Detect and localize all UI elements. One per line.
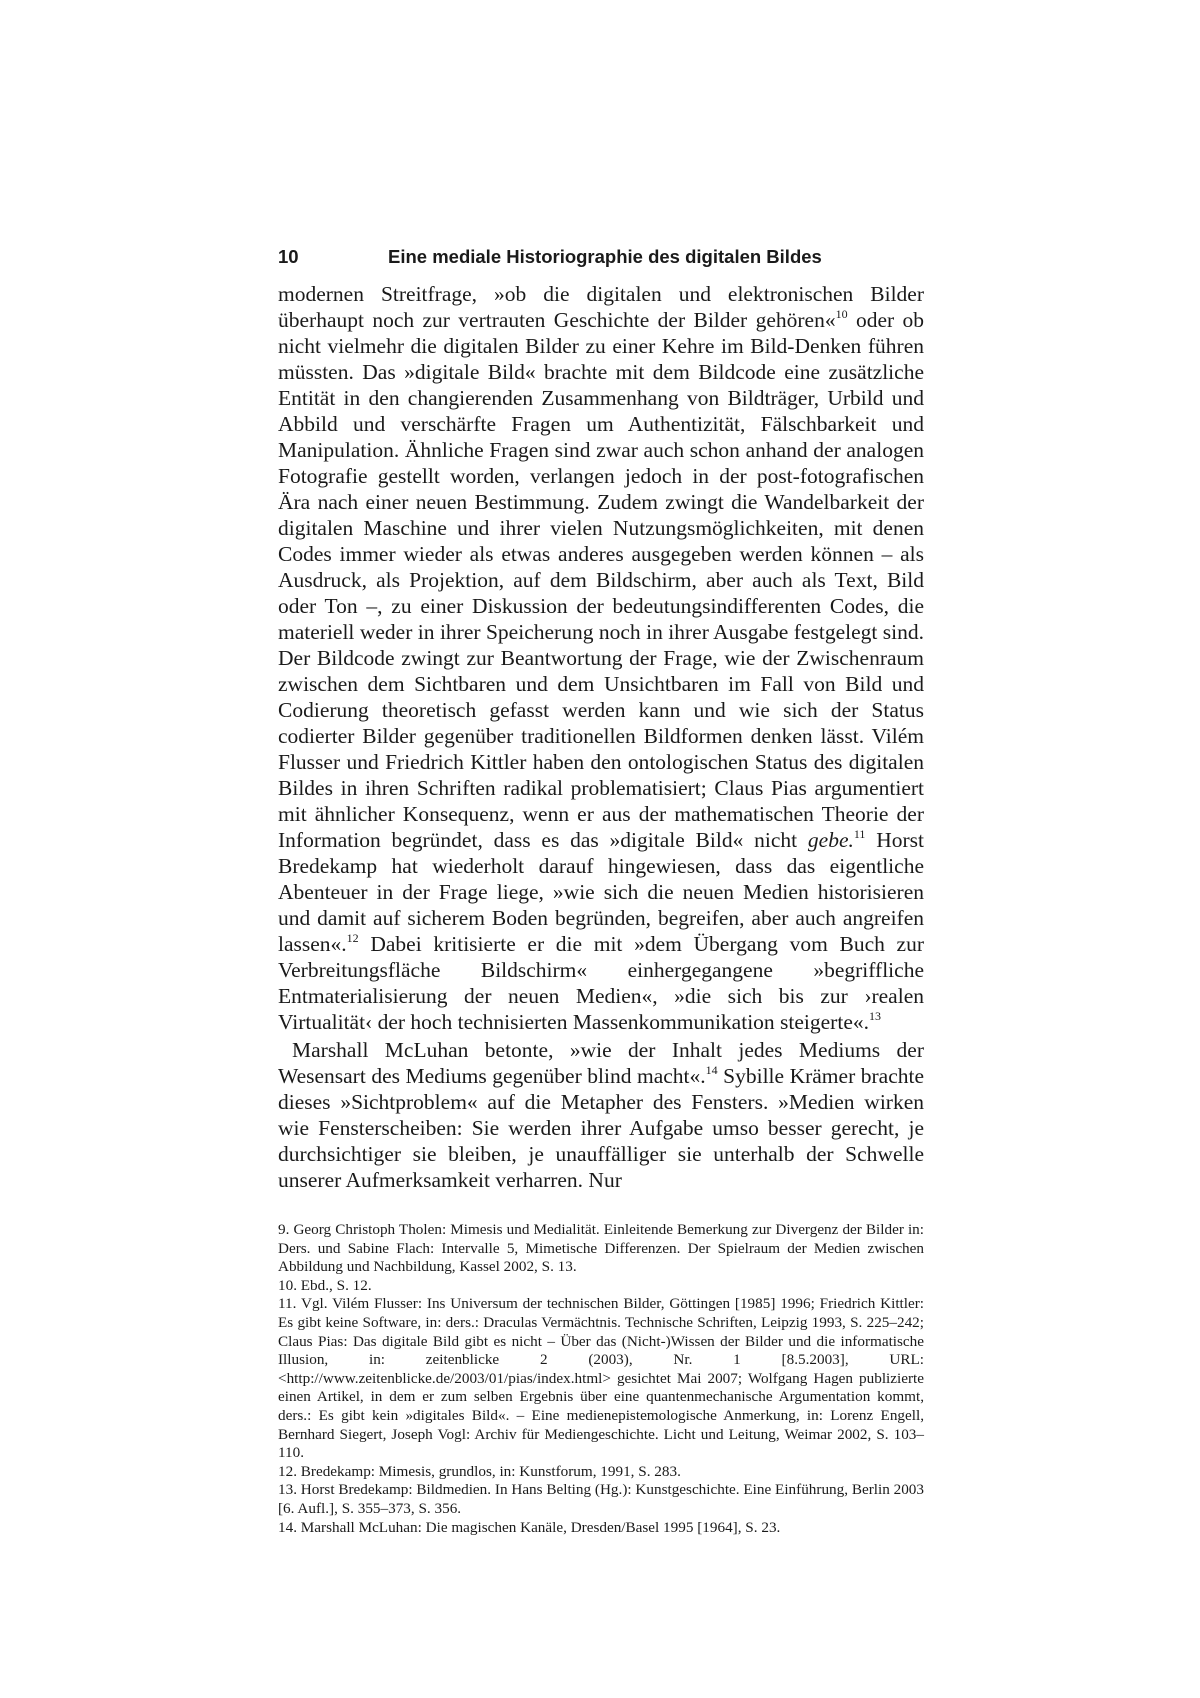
footnote-reference: 14 (705, 1063, 718, 1077)
emphasized-text: gebe. (807, 828, 854, 852)
footnote-reference: 13 (869, 1009, 881, 1023)
footnote-reference: 10 (835, 307, 848, 321)
footnote-reference: 12 (346, 931, 359, 945)
footnote: 12. Bredekamp: Mimesis, grundlos, in: Kunstforum, 1991, S. 283. (278, 1462, 681, 1480)
text-run: Marshall McLuhan betonte, »wie der Inhalt jedes Mediums der Wesensart des Mediums gegenüber blind macht«. (278, 1038, 924, 1088)
text-run: oder ob nicht vielmehr die digitalen Bilder zu einer Kehre im Bild-Denken führen müssten. Das »digitale Bild« brachte mit dem Bildcode eine zusätzliche Entität in den changierenden Zusammenhang von Bildträger, Urbild und Abbild und verschärfte Fragen um Authentizität, Fälschbarkeit und Manipulation. Ähnliche Fragen sind zwar auch schon anhand der analogen Fotografie gestellt worden, verlangen jedoch in der post-fotografischen Ära nach einer neuen Bestimmung. Zudem zwingt die Wandelbarkeit der digitalen Maschine und ihrer vielen Nutzungsmöglichkeiten, mit denen Codes immer wieder als etwas anderes ausgegeben werden können – als Ausdruck, als Projektion, auf dem Bildschirm, aber auch als Text, Bild oder Ton –, zu einer Diskussion der bedeutungsindifferenten Codes, die materiell weder in ihrer Speicherung noch in ihrer Ausgabe festgelegt sind. Der Bildcode zwingt zur Beantwortung der Frage, wie der Zwischenraum zwischen dem Sichtbaren und dem Unsichtbaren im Fall von Bild und Codierung theoretisch gefasst werden kann und wie sich der Status codierter Bilder gegenüber traditionellen Bildformen denken lässt. Vilém Flusser und Friedrich Kittler haben den ontologischen Status des digitalen Bildes in ihren Schriften radikal problematisiert; Claus Pias argumentiert mit ähnlicher Konsequenz, wenn er aus der mathematischen Theorie der Information begründet, dass es das »digitale Bild« nicht (278, 308, 924, 852)
footnote: 9. Georg Christoph Tholen: Mimesis und Medialität. Einleitende Bemerkung zur Divergenz der Bilder in: Ders. und Sabine Flach: Intervalle 5, Mimetische Differenzen. Der Spielraum der Medien zwischen Abbildung und Nachbildung, Kassel 2002, S. 13. (278, 1221, 924, 1276)
main-text (278, 281, 924, 1193)
running-head (278, 246, 924, 268)
text-run: modernen Streitfrage, »ob die digitalen und elektronischen Bilder überhaupt noch zur vertrauten Geschichte der Bilder gehören« (278, 282, 924, 332)
running-title: Eine mediale Historiographie des digitalen Bildes (388, 246, 822, 267)
footnote-reference: 11 (853, 827, 866, 841)
footnote: 13. Horst Bredekamp: Bildmedien. In Hans Belting (Hg.): Kunstgeschichte. Eine Einführung, Berlin 2003 [6. Aufl.], S. 355–373, S. 356. (278, 1481, 924, 1517)
page-number: 10 (278, 246, 299, 267)
text-run: Sybille Krämer brachte dieses »Sichtproblem« auf die Metapher des Fensters. »Medien wirken wie Fensterscheiben: Sie werden ihrer Aufgabe umso besser gerecht, je durchsichtiger sie bleiben, je unauffälliger sie unterhalb der Schwelle unserer Aufmerksamkeit verharren. Nur (278, 1064, 925, 1192)
text-run: Horst Bredekamp hat wiederholt darauf hingewiesen, dass das eigentliche Abenteuer in der Frage liege, »wie sich die neuen Medien historisieren und damit auf sicherem Boden begründen, begreifen, aber auch angreifen lassen«. (278, 828, 924, 956)
text-run: Dabei kritisierte er die mit »dem Übergang vom Buch zur Verbreitungsfläche Bildschirm« einhergegangene »begriffliche Entmaterialisierung der neuen Medien«, »die sich bis zur ›realen Virtualität‹ der hoch technisierten Massenkommunikation steigerte«. (278, 932, 924, 1034)
footnote: 14. Marshall McLuhan: Die magischen Kanäle, Dresden/Basel 1995 [1964], S. 23. (278, 1518, 781, 1536)
book-page (278, 246, 924, 1537)
footnote: 10. Ebd., S. 12. (278, 1276, 372, 1294)
footnote: 11. Vgl. Vilém Flusser: Ins Universum der technischen Bilder, Göttingen [1985] 1996; Friedrich Kittler: Es gibt keine Software, in: ders.: Draculas Vermächtnis. Technische Schriften, Leipzig 1993, S. 225–242; Claus Pias: Das digitale Bild gibt es nicht – Über das (Nicht-)Wissen der Bilder und die informatische Illusion, in: zeitenblicke 2 (2003), Nr. 1 [8.5.2003], URL: <http://www.zeitenblicke.de/2003/01/pias/index.html> gesichtet Mai 2007; Wolfgang Hagen publizierte einen Artikel, in dem er zum selben Ergebnis über eine quantenmechanische Argumentation kommt, ders.: Es gibt kein »digitales Bild«. – Eine medienepistemologische Anmerkung, in: Lorenz Engell, Bernhard Siegert, Joseph Vogl: Archiv für Mediengeschichte. Licht und Leitung, Weimar 2002, S. 103–110. (278, 1295, 924, 1462)
paragraph (278, 1037, 924, 1193)
paragraph (278, 281, 924, 1035)
footnotes (278, 1221, 924, 1537)
